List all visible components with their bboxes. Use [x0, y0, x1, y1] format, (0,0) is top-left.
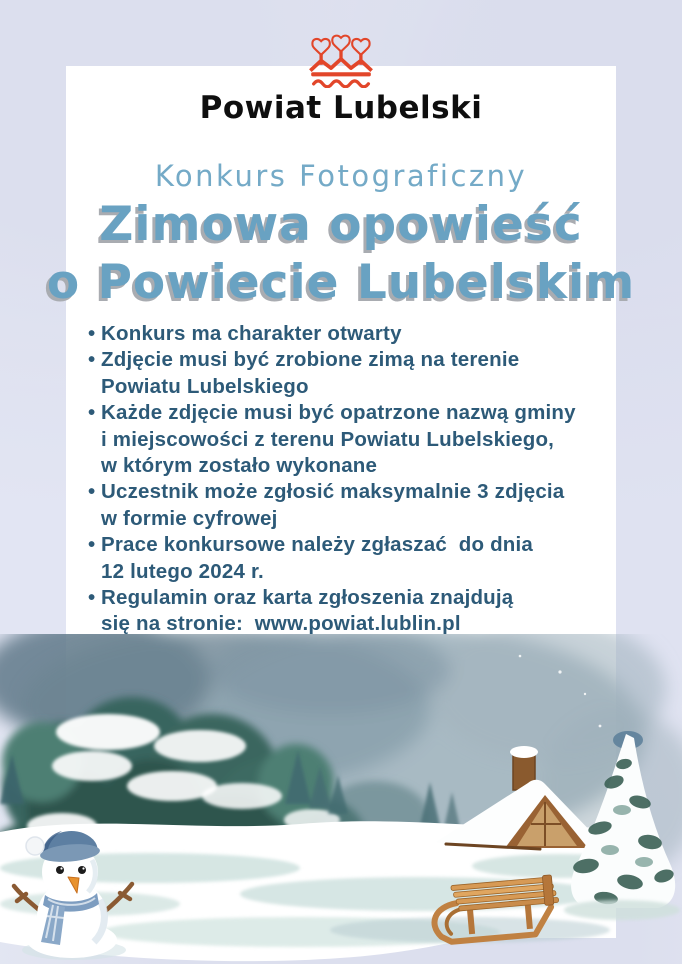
rule-item [88, 532, 593, 585]
rules-list [88, 321, 593, 638]
contest-kicker: Konkurs Fotograficzny [154, 159, 528, 193]
rule-text: Zdjęcie musi być zrobione zimą na terenie [101, 348, 520, 372]
org-title: Powiat Lubelski [199, 90, 483, 126]
rule-item [88, 347, 593, 400]
winter-scene-illustration [0, 634, 682, 964]
chimney-snow-cap [510, 746, 538, 758]
rule-line [88, 506, 593, 532]
rule-text: Regulamin oraz karta zgłoszenia znajdują [101, 586, 514, 610]
rule-line [88, 347, 593, 373]
bullet-marker: • [88, 586, 96, 610]
bullet-marker: • [88, 533, 96, 557]
rule-text: Każde zdjęcie musi być opatrzone nazwą gminy [101, 401, 576, 425]
rule-item [88, 400, 593, 479]
rule-text: w formie cyfrowej [101, 506, 278, 530]
rule-line [88, 585, 593, 611]
rule-item [88, 321, 593, 347]
rule-text: Prace konkursowe należy zgłaszać do dnia [101, 533, 534, 557]
contest-title-line2: o Powiecie Lubelskim [46, 255, 636, 310]
rule-line [88, 532, 593, 558]
rule-line [88, 453, 593, 479]
rule-line [88, 479, 593, 505]
rule-line [88, 559, 593, 585]
crown-wave-icon [298, 30, 384, 88]
bullet-marker: • [88, 322, 96, 345]
rule-line [88, 374, 593, 400]
contest-title-line1: Zimowa opowieść [99, 197, 583, 252]
pompom [26, 837, 44, 855]
rule-text: i miejscowości z terenu Powiatu Lubelskiego, [101, 427, 555, 451]
rule-text: się na stronie: www.powiat.lublin.pl [101, 612, 461, 636]
rule-text: 12 lutego 2024 r. [101, 559, 264, 583]
bullet-marker: • [88, 480, 96, 504]
bullet-marker: • [88, 401, 96, 425]
rule-line [88, 400, 593, 426]
bullet-marker: • [88, 348, 96, 372]
rule-text: w którym zostało wykonane [101, 454, 378, 478]
rule-text: Powiatu Lubelskiego [101, 374, 309, 398]
rule-line [88, 427, 593, 453]
rule-text: Konkurs ma charakter otwarty [101, 322, 402, 345]
rule-item [88, 479, 593, 532]
rule-item [88, 585, 593, 638]
rule-line [88, 321, 593, 347]
rule-text: Uczestnik może zgłosić maksymalnie 3 zdjęcia [101, 480, 565, 504]
